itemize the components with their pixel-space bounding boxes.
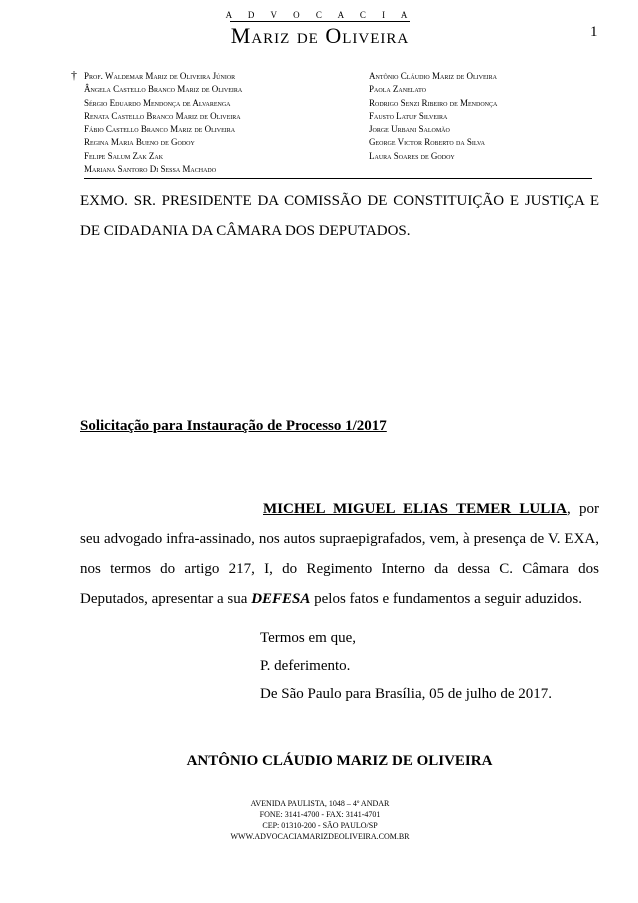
partner-name: George Victor Roberto da Silva: [369, 137, 485, 148]
partner-name: Jorge Urbani Salomão: [369, 124, 450, 135]
footer-cep: CEP: 01310-200 - SÃO PAULO/SP: [262, 821, 378, 830]
closing-block: [260, 624, 552, 708]
footer-address: AVENIDA PAULISTA, 1048 – 4º ANDAR: [250, 799, 390, 808]
logo-firm-name: Mariz de Oliveira: [230, 23, 410, 48]
partner-name: Paola Zanelato: [369, 84, 426, 95]
partner-name: Prof. Waldemar Mariz de Oliveira Júnior: [84, 71, 236, 81]
partner-name: Felipe Salum Zak Zak: [84, 150, 164, 161]
signature-name: ANTÔNIO CLÁUDIO MARIZ DE OLIVEIRA: [186, 753, 493, 769]
page-number: 1: [590, 24, 598, 40]
footer-website: WWW.ADVOCACIAMARIZDEOLIVEIRA.COM.BR: [230, 832, 410, 841]
request-title: Solicitação para Instauração de Processo 1/2017: [80, 418, 387, 434]
body-paragraph: [80, 494, 599, 614]
firm-logo: [200, 6, 440, 48]
partner-name: Sérgio Eduardo Mendonça de Alvarenga: [84, 97, 231, 108]
addressee-line-2: DE CIDADANIA DA CÂMARA DOS DEPUTADOS.: [80, 223, 411, 239]
partners-right-column: [369, 70, 497, 163]
logo-top-word: A D V O C A C I A: [225, 10, 415, 20]
cross-icon: †: [71, 68, 77, 82]
partner-name: Renata Castello Branco Mariz de Oliveira: [84, 110, 241, 121]
partner-name: Regina Maria Bueno de Godoy: [84, 137, 195, 148]
footer: [200, 798, 440, 842]
partner-name: Fausto Latuf Silveira: [369, 110, 448, 121]
partners-left-column: [71, 68, 243, 176]
addressee: [80, 186, 599, 246]
body-text-before-defesa: , por seu advogado infra-assinado, nos autos supraepigrafados, vem, à presença de V. EXA, nos termos do artigo 217, I, do Regimento Interno da dessa C. Câmara dos Deputados, apresentar a sua: [80, 501, 600, 607]
partner-name: Ângela Castello Branco Mariz de Oliveira: [84, 84, 243, 95]
partner-name: Fábio Castello Branco Mariz de Oliveira: [84, 124, 236, 135]
closing-line-3: De São Paulo para Brasília, 05 de julho de 2017.: [260, 686, 553, 702]
body-text-after-defesa: pelos fatos e fundamentos a seguir aduzidos.: [310, 591, 582, 607]
header-divider: [84, 178, 592, 179]
closing-line-1: Termos em que,: [260, 630, 357, 646]
client-name: MICHEL MIGUEL ELIAS TEMER LULIA: [263, 501, 567, 517]
footer-phone: FONE: 3141-4700 - FAX: 3141-4701: [259, 810, 381, 819]
closing-line-2: P. deferimento.: [260, 658, 351, 674]
defesa-keyword: DEFESA: [251, 591, 311, 607]
partner-name: Mariana Santoro Di Sessa Machado: [84, 164, 217, 175]
partner-name: Rodrigo Senzi Ribeiro de Mendonça: [369, 97, 498, 108]
partner-name: Antônio Cláudio Mariz de Oliveira: [369, 71, 497, 81]
logo-rule: [230, 21, 410, 22]
partner-name: Laura Soares de Godoy: [369, 150, 455, 161]
addressee-line-1: EXMO. SR. PRESIDENTE DA COMISSÃO DE CONSTITUIÇÃO E JUSTIÇA E: [80, 193, 599, 209]
